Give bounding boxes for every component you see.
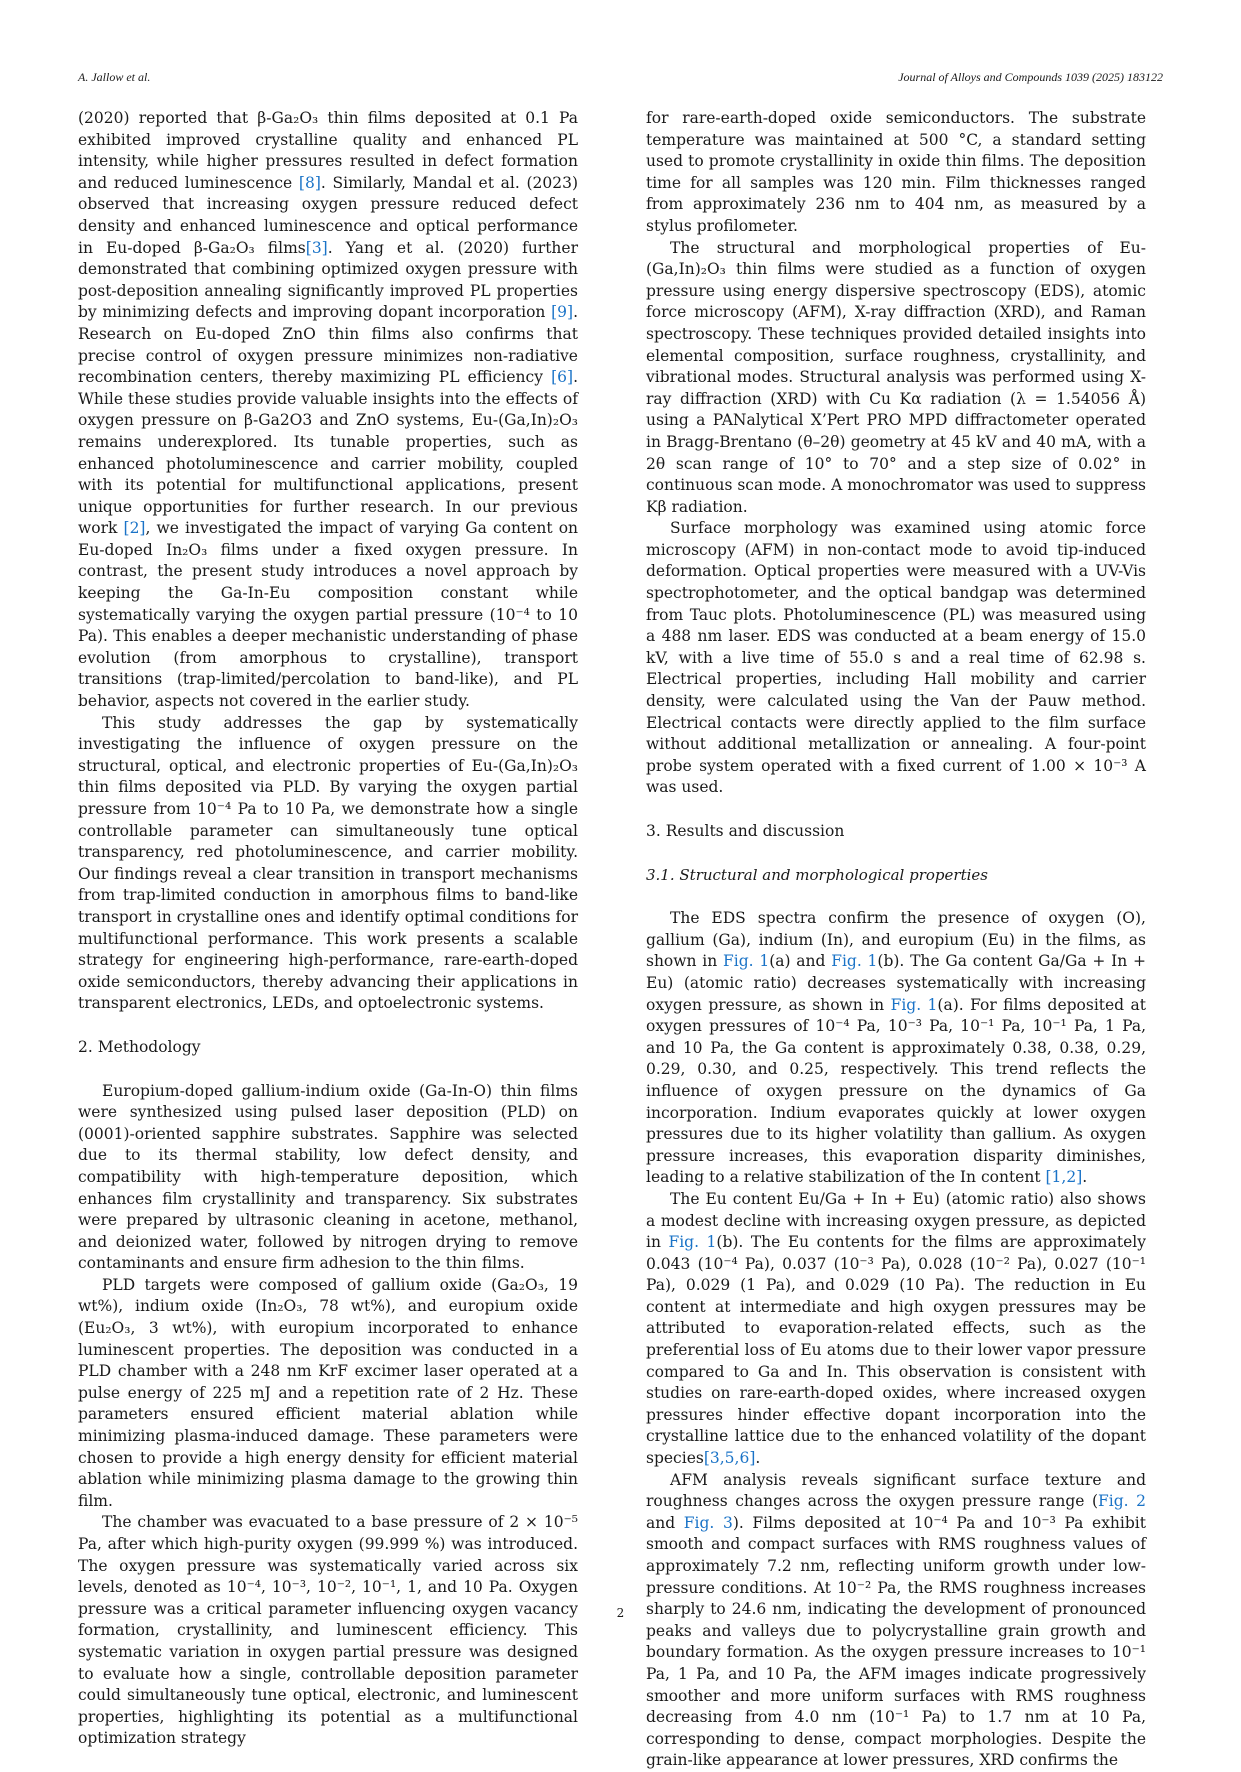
subsection-heading-structural: 3.1. Structural and morphological properties xyxy=(646,865,988,884)
paragraph: The chamber was evacuated to a base pressure of 2 × 10⁻⁵ Pa, after which high-purity oxygen (99.999 %) was introduced. The oxygen pressure was systematically varied across six levels, denoted as 10⁻⁴, 10⁻³, 10⁻², 10⁻¹, 1, and 10 Pa. Oxygen pressure was a critical parameter influencing oxygen vacancy formation, crystallinity, and luminescent efficiency. This systematic variation in oxygen partial pressure was designed to evaluate how a single, controllable deposition parameter could simultaneously tune optical, electronic, and luminescent properties, highlighting its potential as a multifunctional optimization strategy xyxy=(78,1513,578,1748)
paragraph: AFM analysis reveals significant surface texture and roughness changes across the oxygen pressure range (Fig. 2 and Fig. 3). Films deposited at 10⁻⁴ Pa and 10⁻³ Pa exhibit smooth and compact surfaces with RMS roughness values of approximately 7.2 nm, reflecting uniform growth under low-pressure conditions. At 10⁻² Pa, the RMS roughness increases sharply to 24.6 nm, indicating the development of pronounced peaks and valleys due to polycrystalline grain growth and boundary formation. As the oxygen pressure increases to 10⁻¹ Pa, 1 Pa, and 10 Pa, the AFM images indicate progressively smoother and more uniform surfaces with RMS roughness decreasing from 4.0 nm (10⁻¹ Pa) to 1.7 nm at 10 Pa, corresponding to dense, compact morphologies. Despite the grain-like appearance at lower pressures, XRD confirms the xyxy=(646,1470,1146,1770)
paragraph: Surface morphology was examined using atomic force microscopy (AFM) in non-contact mode to avoid tip-induced deformation. Optical properties were measured with a UV-Vis spectrophotometer, and the optical bandgap was determined from Tauc plots. Photoluminescence (PL) was measured using a 488 nm laser. EDS was conducted at a beam energy of 15.0 kV, with a live time of 55.0 s and a real time of 62.98 s. Electrical properties, including Hall mobility and carrier density, were calculated using the Van der Pauw method. Electrical contacts were directly applied to the film surface without additional metallization or annealing. A four-point probe system operated with a fixed current of 1.00 × 10⁻³ A was used. xyxy=(646,519,1146,797)
citation-link[interactable]: Fig. 1 xyxy=(890,995,938,1014)
paragraph: The EDS spectra confirm the presence of oxygen (O), gallium (Ga), indium (In), and europium (Eu) in the films, as shown in Fig. 1(a) and Fig. 1(b). The Ga content Ga/Ga + In + Eu) (atomic ratio) decreases systematically with increasing oxygen pressure, as shown in Fig. 1(a). For films deposited at oxygen pressures of 10⁻⁴ Pa, 10⁻³ Pa, 10⁻¹ Pa, 10⁻¹ Pa, 1 Pa, and 10 Pa, the Ga content is approximately 0.38, 0.38, 0.29, 0.29, 0.30, and 0.25, respectively. This trend reflects the influence of oxygen pressure on the dynamics of Ga incorporation. Indium evaporates quickly at lower oxygen pressures due to its higher volatility than gallium. As oxygen pressure increases, this evaporation disparity diminishes, leading to a relative stabilization of the In content [1,2]. xyxy=(646,909,1146,1187)
section-heading-methodology: 2. Methodology xyxy=(78,1037,201,1056)
running-header-journal: Journal of Alloys and Compounds 1039 (2025) 183122 xyxy=(898,70,1163,84)
paragraph: PLD targets were composed of gallium oxide (Ga₂O₃, 19 wt%), indium oxide (In₂O₃, 78 wt%), and europium oxide (Eu₂O₃, 3 wt%), with europium incorporated to enhance luminescent properties. The deposition was conducted in a PLD chamber with a 248 nm KrF excimer laser operated at a pulse energy of 225 mJ and a repetition rate of 2 Hz. These parameters ensured efficient material ablation while minimizing plasma-induced damage. These parameters were chosen to provide a high energy density for efficient material ablation while minimizing plasma damage to the growing thin film. xyxy=(78,1275,578,1510)
citation-link[interactable]: [6] xyxy=(551,368,574,387)
paragraph: The structural and morphological properties of Eu-(Ga,In)₂O₃ thin films were studied as a function of oxygen pressure using energy dispersive spectroscopy (EDS), atomic force microscopy (AFM), X-ray diffraction (XRD), and Raman spectroscopy. These techniques provided detailed insights into elemental composition, surface roughness, crystallinity, and vibrational modes. Structural analysis was performed using X-ray diffraction (XRD) with Cu Kα radiation (λ = 1.54056 Å) using a PANalytical X’Pert PRO MPD diffractometer operated in Bragg-Brentano (θ–2θ) geometry at 45 kV and 40 mA, with a 2θ scan range of 10° to 70° and a step size of 0.02° in continuous scan mode. A monochromator was used to suppress Kβ radiation. xyxy=(646,238,1146,516)
page-number: 2 xyxy=(616,1606,625,1620)
citation-link[interactable]: [2] xyxy=(123,519,146,538)
citation-link[interactable]: Fig. 2 xyxy=(1098,1492,1146,1511)
paragraph: (2020) reported that β-Ga₂O₃ thin films deposited at 0.1 Pa exhibited improved crystalline quality and enhanced PL intensity, while higher pressures resulted in defect formation and reduced luminescence [8]. Similarly, Mandal et al. (2023) observed that increasing oxygen pressure reduced defect density and enhanced luminescence and optical performance in Eu-doped β-Ga₂O₃ films[3]. Yang et al. (2020) further demonstrated that combining optimized oxygen pressure with post-deposition annealing significantly improved PL properties by minimizing defects and improving dopant incorporation [9]. Research on Eu-doped ZnO thin films also confirms that precise control of oxygen pressure minimizes non-radiative recombination centers, thereby maximizing PL efficiency [6]. While these studies provide valuable insights into the effects of oxygen pressure on β-Ga2O3 and ZnO systems, Eu-(Ga,In)₂O₃ remains underexplored. Its tunable properties, such as enhanced photoluminescence and carrier mobility, coupled with its potential for multifunctional applications, present unique opportunities for further research. In our previous work [2], we investigated the impact of varying Ga content on Eu-doped In₂O₃ films under a fixed oxygen pressure. In contrast, the present study introduces a novel approach by keeping the Ga-In-Eu composition constant while systematically varying the oxygen partial pressure (10⁻⁴ to 10 Pa). This enables a deeper mechanistic understanding of phase evolution (from amorphous to crystalline), transport transitions (trap-limited/percolation to band-like), and PL behavior, aspects not covered in the earlier study. xyxy=(78,109,579,711)
paragraph: Europium-doped gallium-indium oxide (Ga-In-O) thin films were synthesized using pulsed laser deposition (PLD) on (0001)-oriented sapphire substrates. Sapphire was selected due to its thermal stability, low defect density, and compatibility with high-temperature deposition, which enhances film crystallinity and transparency. Six substrates were prepared by ultrasonic cleaning in acetone, methanol, and deionized water, followed by nitrogen drying to remove contaminants and ensure firm adhesion to the thin films. xyxy=(78,1081,578,1273)
paragraph: for rare-earth-doped oxide semiconductors. The substrate temperature was maintained at 500 °C, a standard setting used to promote crystallinity in oxide thin films. The deposition time for all samples was 120 min. Film thicknesses ranged from approximately 236 nm to 404 nm, as measured by a stylus profilometer. xyxy=(646,109,1146,235)
citation-link[interactable]: [3] xyxy=(305,238,328,257)
paragraph: The Eu content Eu/Ga + In + Eu) (atomic ratio) also shows a modest decline with increasing oxygen pressure, as depicted in Fig. 1(b). The Eu contents for the films are approximately 0.043 (10⁻⁴ Pa), 0.037 (10⁻³ Pa), 0.028 (10⁻² Pa), 0.027 (10⁻¹ Pa), 0.029 (1 Pa), and 0.029 (10 Pa). The reduction in Eu content at intermediate and high oxygen pressures may be attributed to evaporation-related effects, such as the preferential loss of Eu atoms due to their lower vapor pressure compared to Ga and In. This observation is consistent with studies on rare-earth-doped oxides, where increased oxygen pressures hinder effective dopant incorporation into the crystalline lattice due to the enhanced volatility of the dopant species[3,5,6]. xyxy=(646,1189,1146,1468)
right-column xyxy=(646,108,1146,1772)
running-header-authors: A. Jallow et al. xyxy=(78,70,151,84)
citation-link[interactable]: Fig. 3 xyxy=(683,1513,733,1532)
left-column xyxy=(78,108,578,1750)
citation-link[interactable]: Fig. 1 xyxy=(723,952,770,971)
citation-link[interactable]: [9] xyxy=(551,303,574,322)
citation-link[interactable]: Fig. 1 xyxy=(668,1233,717,1252)
section-heading-results: 3. Results and discussion xyxy=(646,822,845,840)
citation-link[interactable]: [3,5,6] xyxy=(703,1449,756,1468)
citation-link[interactable]: [1,2] xyxy=(1045,1168,1083,1187)
citation-link[interactable]: [8] xyxy=(298,173,321,192)
paragraph: This study addresses the gap by systematically investigating the influence of oxygen pressure on the structural, optical, and electronic properties of Eu-(Ga,In)₂O₃ thin films deposited via PLD. By varying the oxygen partial pressure from 10⁻⁴ Pa to 10 Pa, we demonstrate how a single controllable parameter can simultaneously tune optical transparency, red photoluminescence, and carrier mobility. Our findings reveal a clear transition in transport mechanisms from trap-limited conduction in amorphous films to band-like transport in crystalline ones and identify optimal conditions for multifunctional performance. This work presents a scalable strategy for engineering high-performance, rare-earth-doped oxide semiconductors, thereby advancing their applications in transparent electronics, LEDs, and optoelectronic systems. xyxy=(78,713,578,1013)
citation-link[interactable]: Fig. 1 xyxy=(831,952,878,971)
